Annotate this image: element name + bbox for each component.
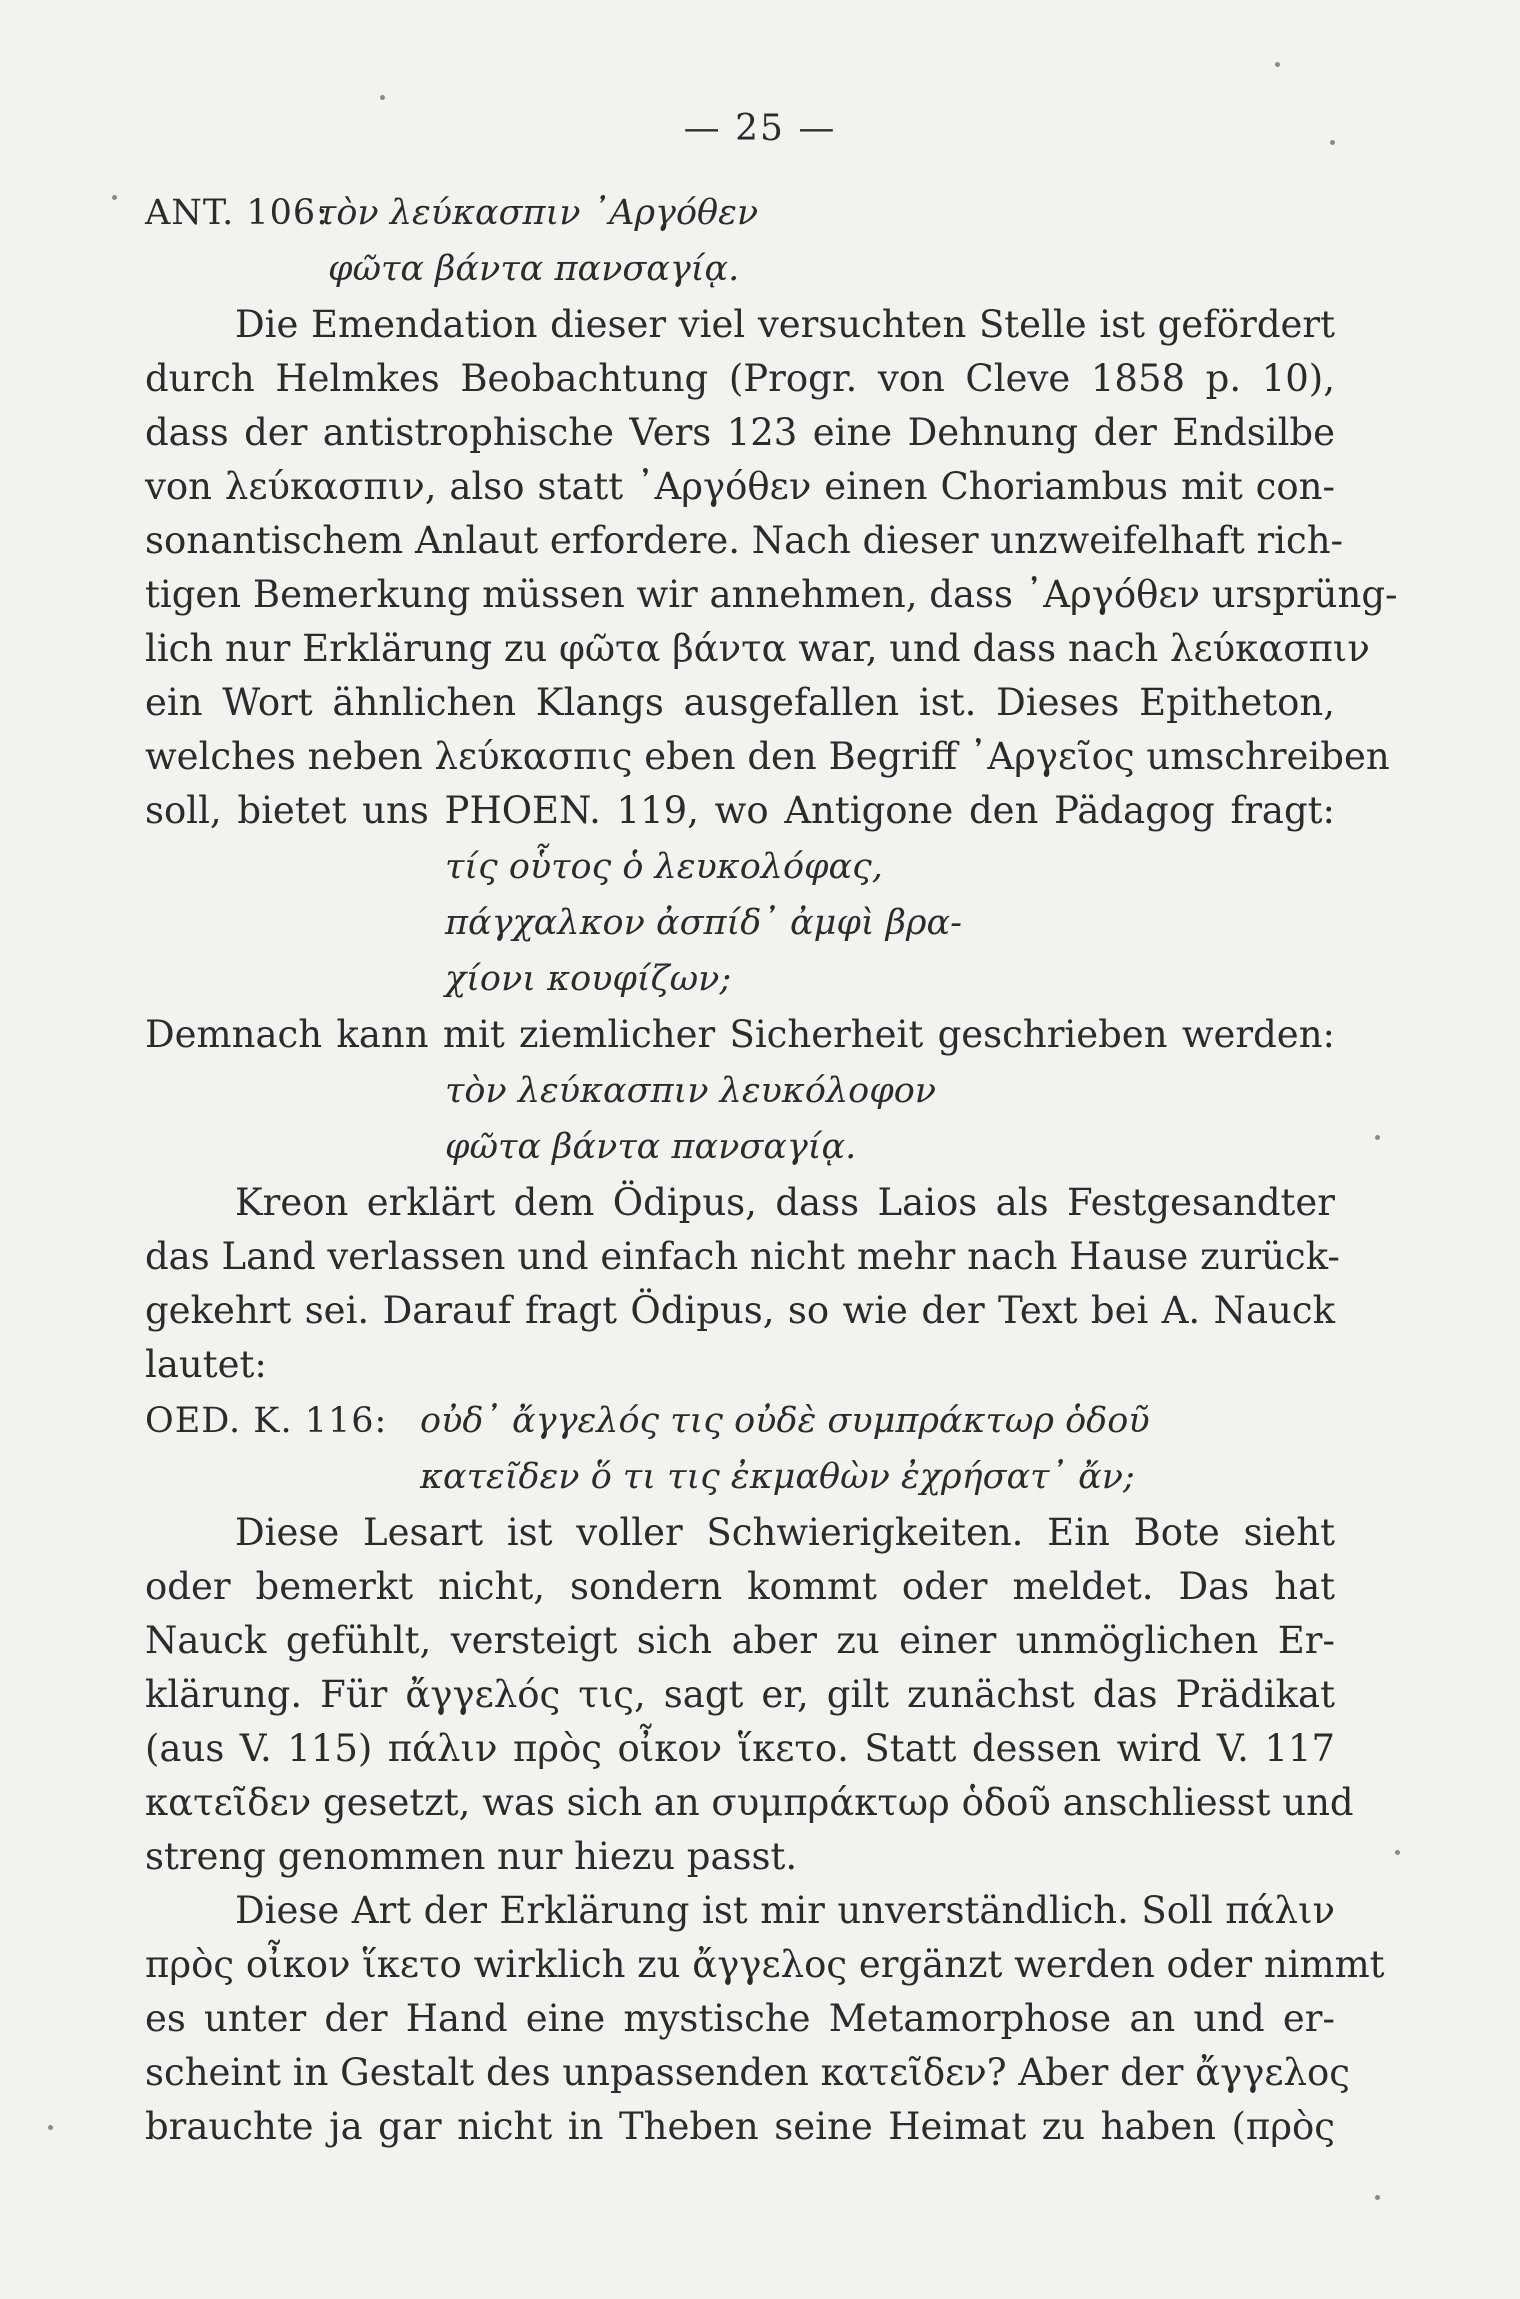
text-line: πρὸς οἶκον ἵκετο wirklich zu ἄγγελος ergänzt werden oder nimmt — [145, 1943, 1385, 1986]
text-line: das Land verlassen und einfach nicht mehr nach Hause zurück- — [145, 1235, 1340, 1278]
verse-line — [328, 242, 1328, 296]
scan-speck — [1330, 140, 1335, 145]
scan-speck — [380, 95, 385, 100]
text-line: Kreon erklärt dem Ödipus, dass Laios als Festgesandter — [235, 1181, 1335, 1224]
greek-verse: πάγχαλκον ἀσπίδ᾿ ἀμφὶ βρα- — [445, 903, 962, 943]
verse-line — [145, 1394, 1335, 1448]
text-line: κατεῖδεν gesetzt, was sich an συμπράκτωρ ὁδοῦ anschliesst und — [145, 1781, 1354, 1824]
text-line: Nauck gefühlt, versteigt sich aber zu einer unmöglichen Er- — [145, 1619, 1335, 1662]
text-line: ein Wort ähnlichen Klangs ausgefallen ist. Dieses Epitheton, — [145, 681, 1335, 724]
text-line: Die Emendation dieser viel versuchten Stelle ist gefördert — [235, 303, 1335, 346]
scan-speck — [1375, 1135, 1380, 1140]
scan-speck — [1275, 62, 1280, 67]
greek-verse: φῶτα βάντα πανσαγίᾳ. — [445, 1127, 857, 1167]
text-line: durch Helmkes Beobachtung (Progr. von Cleve 1858 p. 10), — [145, 357, 1335, 400]
text-line: gekehrt sei. Darauf fragt Ödipus, so wie der Text bei A. Nauck — [145, 1289, 1335, 1332]
scan-speck — [112, 195, 117, 200]
greek-verse: χίονι κουφίζων; — [445, 959, 732, 999]
text-line: klärung. Für ἄγγελός τις, sagt er, gilt zunächst das Prädikat — [145, 1673, 1335, 1716]
verse-line — [145, 186, 1335, 240]
scan-speck — [1375, 2195, 1380, 2200]
text-line: streng genommen nur hiezu passt. — [145, 1835, 798, 1878]
greek-verse: τὸν λεύκασπιν λευκόλοφον — [445, 1071, 937, 1111]
text-line: tigen Bemerkung müssen wir annehmen, dass ᾿Αργόθεν ursprüng- — [145, 573, 1398, 616]
text-line: Demnach kann mit ziemlicher Sicherheit geschrieben werden: — [145, 1013, 1335, 1056]
text-line: Diese Art der Erklärung ist mir unverständlich. Soll πάλιν — [235, 1889, 1335, 1932]
text-line: von λεύκασπιν, also statt ᾿Αργόθεν einen Choriambus mit con- — [145, 465, 1335, 508]
text-line: dass der antistrophische Vers 123 eine Dehnung der Endsilbe — [145, 411, 1335, 454]
text-line: sonantischem Anlaut erfordere. Nach dieser unzweifelhaft rich- — [145, 519, 1344, 562]
scan-speck — [48, 2125, 53, 2130]
page-number: — 25 — — [683, 108, 837, 149]
text-line: oder bemerkt nicht, sondern kommt oder meldet. Das hat — [145, 1565, 1335, 1608]
verse-reference: OED. K. 116: — [145, 1401, 388, 1441]
text-line: lich nur Erklärung zu φῶτα βάντα war, und dass nach λεύκασπιν — [145, 627, 1370, 670]
text-line: es unter der Hand eine mystische Metamorphose an und er- — [145, 1997, 1335, 2040]
scan-speck — [1395, 1850, 1400, 1855]
greek-verse: κατεῖδεν ὅ τι τις ἐκμαθὼν ἐχρήσατ᾿ ἄν; — [420, 1457, 1135, 1497]
verse-reference: ANT. 106: — [145, 193, 329, 233]
text-line: brauchte ja gar nicht in Theben seine Heimat zu haben (πρὸς — [145, 2105, 1335, 2148]
text-line: welches neben λεύκασπις eben den Begriff ᾿Αργεῖος umschreiben — [145, 735, 1390, 778]
text-line: scheint in Gestalt des unpassenden κατεῖδεν? Aber der ἄγγελος — [145, 2051, 1350, 2094]
text-line: lautet: — [145, 1343, 267, 1386]
text-line: soll, bietet uns PHOEN. 119, wo Antigone den Pädagog fragt: — [145, 789, 1335, 832]
greek-verse: φῶτα βάντα πανσαγίᾳ. — [328, 249, 740, 289]
text-line: (aus V. 115) πάλιν πρὸς οἶκον ἵκετο. Statt dessen wird V. 117 — [145, 1727, 1335, 1770]
greek-verse: τίς οὗτος ὁ λευκολόφας, — [445, 847, 883, 887]
greek-verse: τὸν λεύκασπιν ᾿Αργόθεν — [317, 193, 759, 233]
greek-verse: οὐδ᾿ ἄγγελός τις οὐδὲ συμπράκτωρ ὁδοῦ — [420, 1401, 1150, 1441]
text-line: Diese Lesart ist voller Schwierigkeiten. Ein Bote sieht — [235, 1511, 1335, 1554]
